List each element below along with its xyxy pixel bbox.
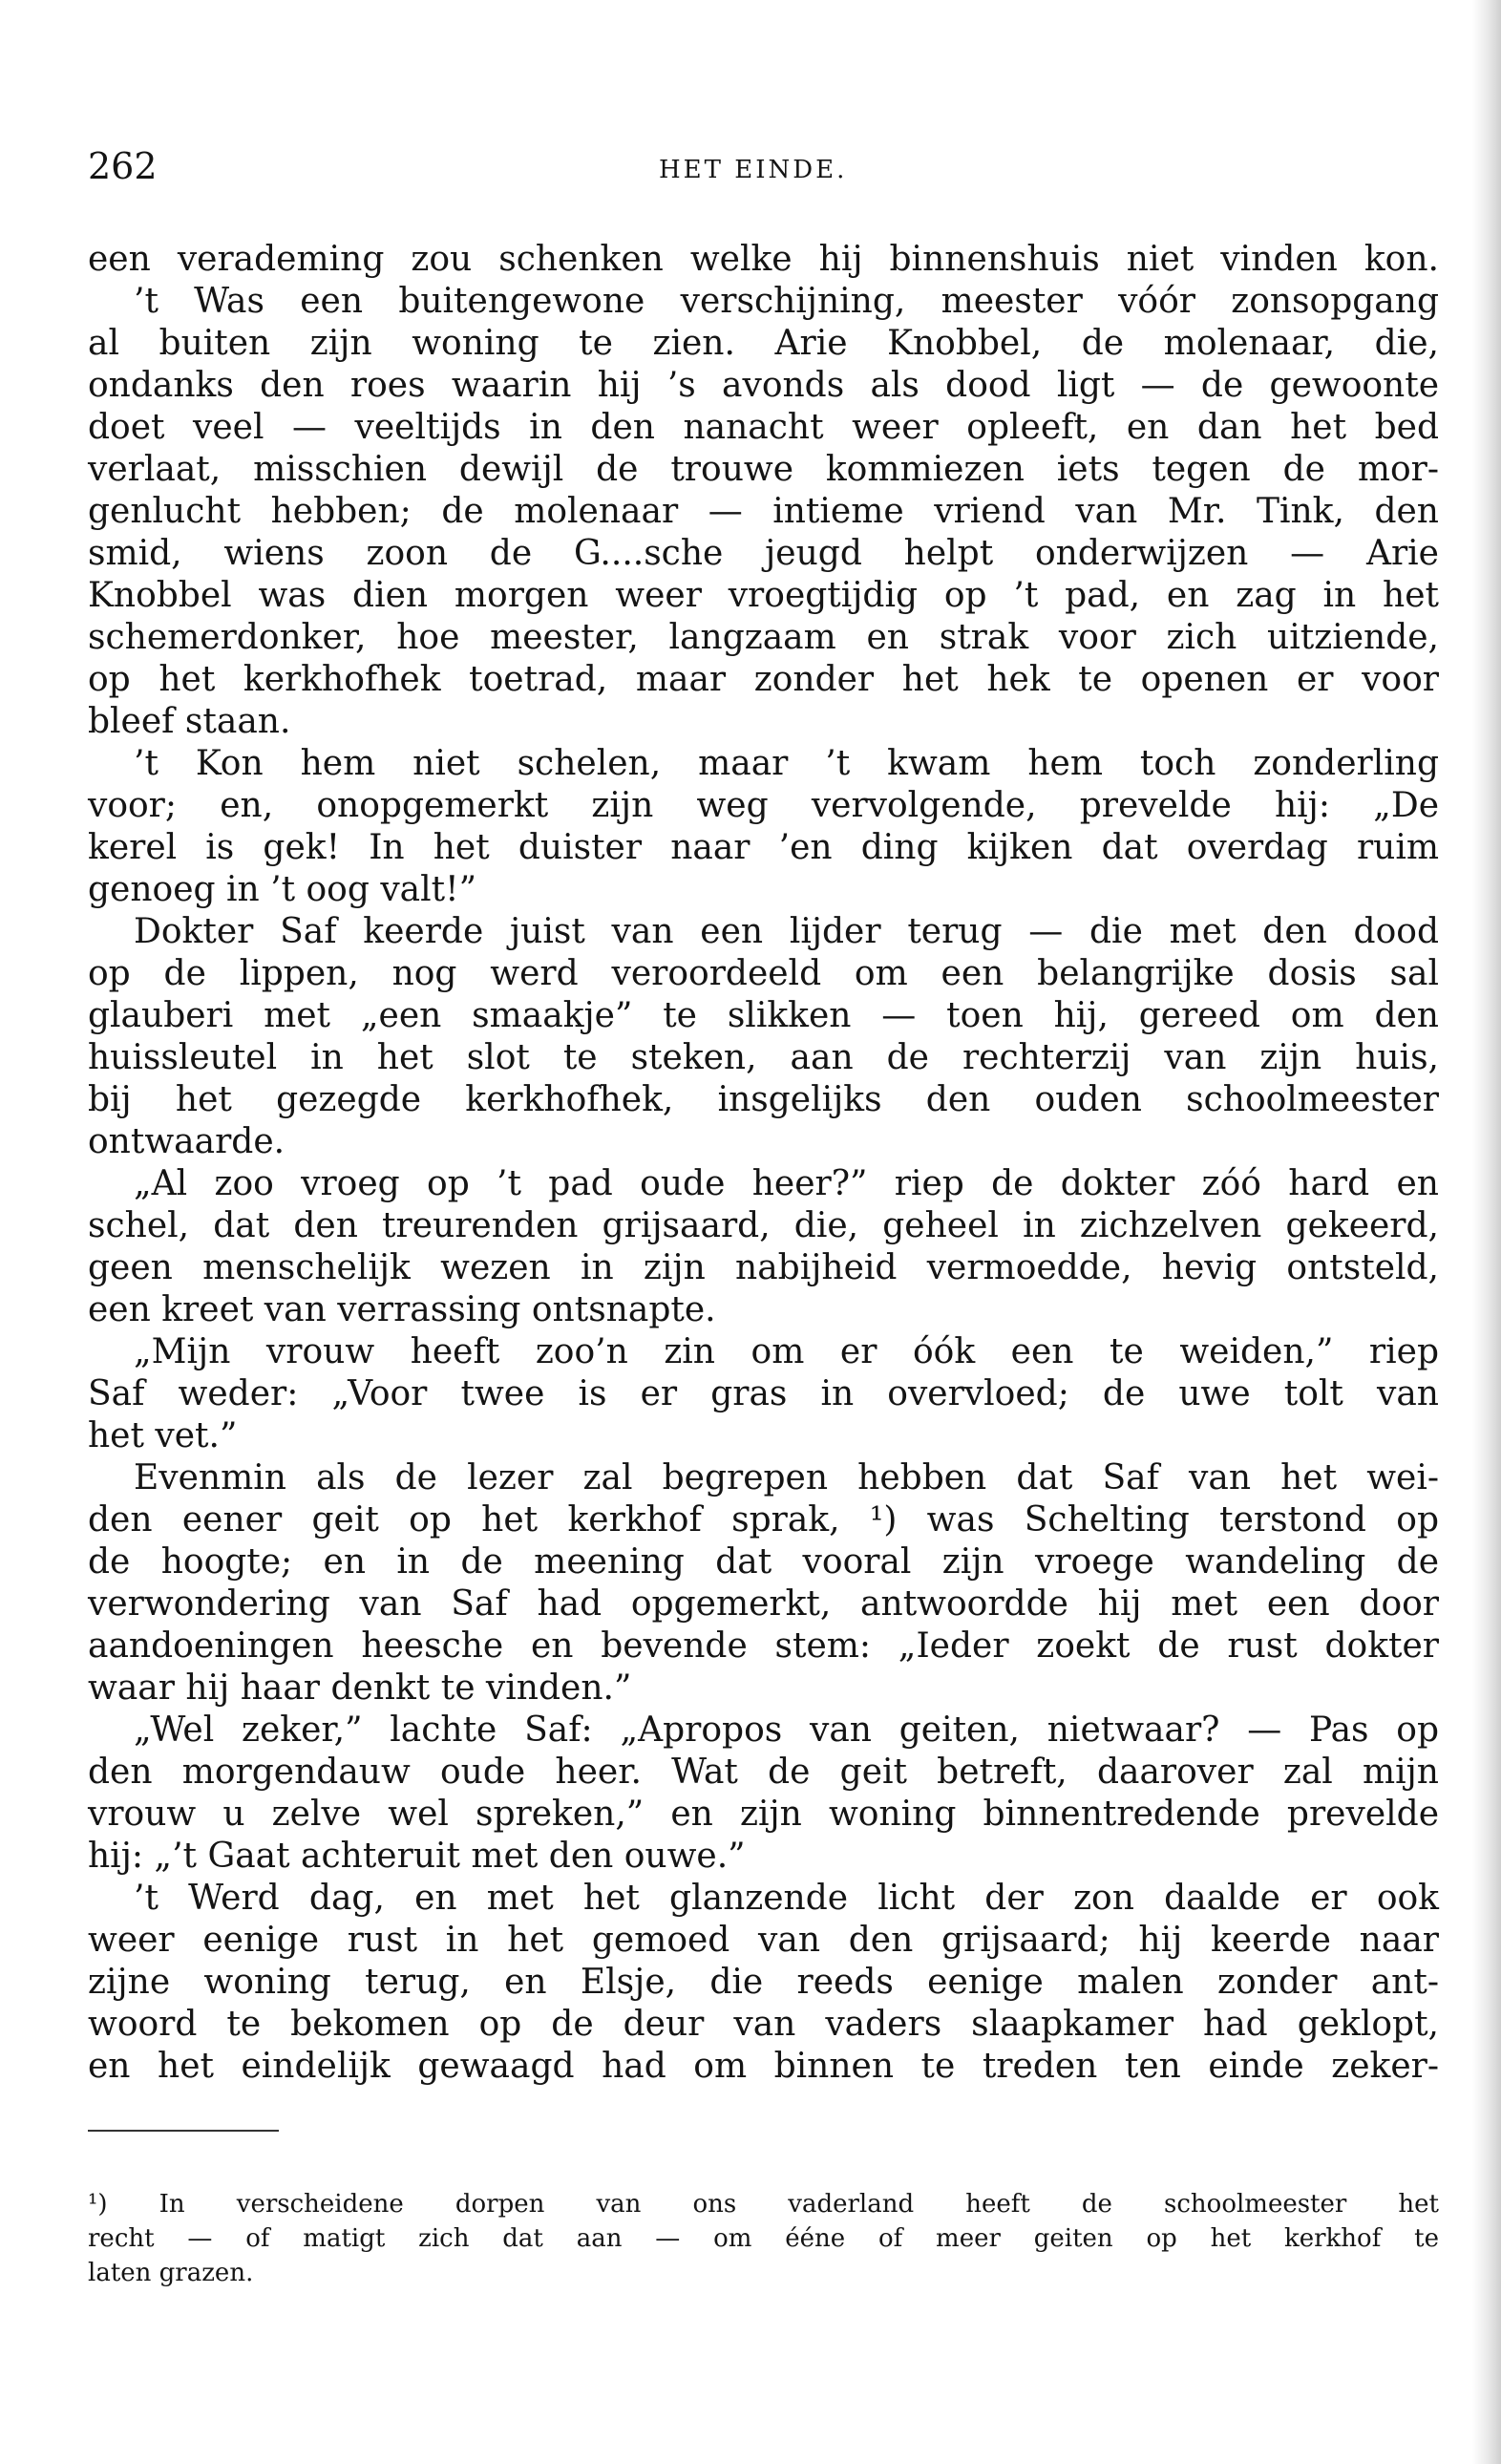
page-number: 262: [88, 145, 158, 187]
text-line: ’t Werd dag, en met het glanzende licht der zon daalde er ook: [134, 1879, 1439, 1918]
text-line: ’t Was een buitengewone verschijning, meester vóór zonsopgang: [134, 282, 1439, 321]
page-edge-shadow: [1472, 0, 1501, 2464]
text-line: schel, dat den treurenden grijsaard, die, geheel in zichzelven gekeerd,: [88, 1206, 1439, 1245]
footnote-line: recht — of matigt zich dat aan — om ééne of meer geiten op het kerkhof te: [88, 2224, 1439, 2253]
text-line: „Mijn vrouw heeft zoo’n zin om er óók een te weiden,” riep: [134, 1332, 1439, 1371]
text-line: ontwaarde.: [88, 1122, 285, 1161]
text-line: genlucht hebben; de molenaar — intieme vriend van Mr. Tink, den: [88, 492, 1439, 531]
text-line: aandoeningen heesche en bevende stem: „Ieder zoekt de rust dokter: [88, 1626, 1439, 1666]
text-line: Saf weder: „Voor twee is er gras in overvloed; de uwe tolt van: [88, 1374, 1439, 1413]
text-line: zijne woning terug, en Elsje, die reeds eenige malen zonder ant-: [88, 1963, 1439, 2002]
text-line: „Al zoo vroeg op ’t pad oude heer?” riep de dokter zóó hard en: [134, 1164, 1439, 1203]
text-line: smid, wiens zoon de G....sche jeugd helpt onderwijzen — Arie: [88, 534, 1439, 573]
text-line: woord te bekomen op de deur van vaders slaapkamer had geklopt,: [88, 2005, 1439, 2044]
text-line: waar hij haar denkt te vinden.”: [88, 1668, 632, 1708]
text-line: bij het gezegde kerkhofhek, insgelijks den ouden schoolmeester: [88, 1080, 1439, 1119]
text-line: „Wel zeker,” lachte Saf: „Apropos van geiten, nietwaar? — Pas op: [134, 1710, 1439, 1750]
text-line: glauberi met „een smaakje” te slikken — toen hij, gereed om den: [88, 996, 1439, 1035]
text-line: een verademing zou schenken welke hij binnenshuis niet vinden kon.: [88, 240, 1439, 279]
text-line: ondanks den roes waarin hij ’s avonds als dood ligt — de gewoonte: [88, 366, 1439, 405]
text-line: schemerdonker, hoe meester, langzaam en strak voor zich uitziende,: [88, 618, 1439, 657]
text-line: het vet.”: [88, 1416, 238, 1455]
footnote-divider: [88, 2130, 279, 2132]
text-line: Knobbel was dien morgen weer vroegtijdig op ’t pad, en zag in het: [88, 576, 1439, 615]
text-line: Dokter Saf keerde juist van een lijder terug — die met den dood: [134, 912, 1439, 951]
text-line: al buiten zijn woning te zien. Arie Knobbel, de molenaar, die,: [88, 324, 1439, 363]
footnote-line: laten grazen.: [88, 2259, 254, 2287]
text-line: hij: „’t Gaat achteruit met den ouwe.”: [88, 1837, 746, 1876]
text-line: ’t Kon hem niet schelen, maar ’t kwam hem toch zonderling: [134, 744, 1439, 783]
footnote-line: ¹) In verscheidene dorpen van ons vaderland heeft de schoolmeester het: [88, 2190, 1439, 2219]
text-line: kerel is gek! In het duister naar ’en ding kijken dat overdag ruim: [88, 828, 1439, 867]
text-line: vrouw u zelve wel spreken,” en zijn woning binnentredende prevelde: [88, 1795, 1439, 1834]
text-line: voor; en, onopgemerkt zijn weg vervolgende, prevelde hij: „De: [88, 786, 1439, 825]
body-text: [88, 239, 1439, 2088]
text-line: den morgendauw oude heer. Wat de geit betreft, daarover zal mijn: [88, 1752, 1439, 1792]
text-line: verlaat, misschien dewijl de trouwe kommiezen iets tegen de mor-: [88, 450, 1439, 489]
text-line: verwondering van Saf had opgemerkt, antwoordde hij met een door: [88, 1584, 1439, 1624]
text-line: een kreet van verrassing ontsnapte.: [88, 1290, 716, 1329]
text-line: bleef staan.: [88, 702, 291, 741]
text-line: Evenmin als de lezer zal begrepen hebben dat Saf van het wei-: [134, 1458, 1439, 1498]
text-line: op de lippen, nog werd veroordeeld om een belangrijke dosis sal: [88, 954, 1439, 993]
text-line: genoeg in ’t oog valt!”: [88, 870, 476, 909]
text-line: huissleutel in het slot te steken, aan de rechterzij van zijn huis,: [88, 1038, 1439, 1077]
text-line: en het eindelijk gewaagd had om binnen te treden ten einde zeker-: [88, 2047, 1439, 2086]
text-line: doet veel — veeltijds in den nanacht weer opleeft, en dan het bed: [88, 408, 1439, 447]
text-line: de hoogte; en in de meening dat vooral zijn vroege wandeling de: [88, 1542, 1439, 1582]
text-line: op het kerkhofhek toetrad, maar zonder het hek te openen er voor: [88, 660, 1439, 699]
text-line: weer eenige rust in het gemoed van den grijsaard; hij keerde naar: [88, 1921, 1439, 1960]
footnote: [88, 2187, 1439, 2290]
running-head: HET EINDE.: [659, 156, 848, 184]
text-line: geen menschelijk wezen in zijn nabijheid vermoedde, hevig ontsteld,: [88, 1248, 1439, 1287]
text-line: den eener geit op het kerkhof sprak, ¹) was Schelting terstond op: [88, 1500, 1439, 1540]
